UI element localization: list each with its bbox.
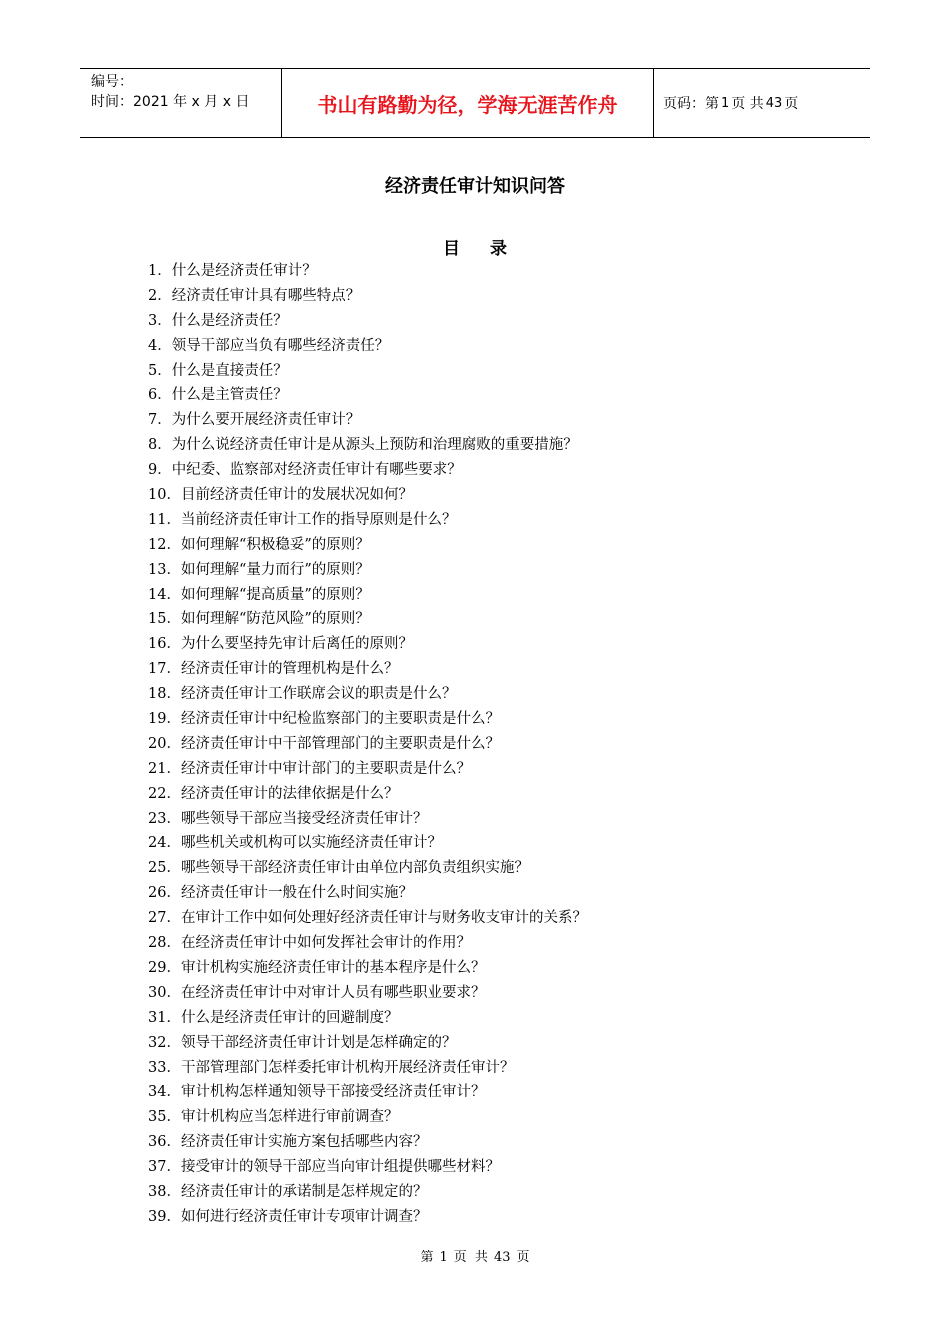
footer-page-current: 1 <box>439 1250 448 1265</box>
page-header <box>80 68 870 138</box>
toc-item[interactable]: 24．哪些机关或机构可以实施经济责任审计？ <box>148 835 442 852</box>
header-page-mid: 页 共 <box>731 96 764 112</box>
toc-item[interactable]: 16．为什么要坚持先审计后离任的原则？ <box>148 636 413 653</box>
toc-item[interactable]: 13．如何理解“量力而行”的原则？ <box>148 561 370 578</box>
toc-item[interactable]: 1．什么是经济责任审计？ <box>148 263 317 279</box>
toc-item[interactable]: 30．在经济责任审计中对审计人员有哪些职业要求？ <box>148 984 486 1001</box>
toc-item[interactable]: 17．经济责任审计的管理机构是什么？ <box>148 661 399 678</box>
header-page-info <box>654 69 870 137</box>
toc-item[interactable]: 15．如何理解“防范风险”的原则？ <box>148 611 370 628</box>
toc-item[interactable]: 8．为什么说经济责任审计是从源头上预防和治理腐败的重要措施？ <box>148 437 578 454</box>
toc-item[interactable]: 39．如何进行经济责任审计专项审计调查？ <box>148 1208 428 1225</box>
toc-item[interactable]: 4．领导干部应当负有哪些经济责任？ <box>148 337 390 354</box>
toc-item[interactable]: 7．为什么要开展经济责任审计？ <box>148 412 361 429</box>
footer-prefix: 第 <box>420 1250 434 1265</box>
footer-page-total: 43 <box>493 1250 511 1265</box>
header-motto: 书山有路勤为径，学海无涯苦作舟 <box>282 69 654 137</box>
toc-item[interactable]: 21．经济责任审计中审计部门的主要职责是什么？ <box>148 760 471 777</box>
serial-label: 编号： <box>91 74 133 90</box>
document-title: 经济责任审计知识问答 <box>385 176 565 197</box>
toc-item[interactable]: 9．中纪委、监察部对经济责任审计有哪些要求？ <box>148 462 462 479</box>
footer-suffix: 页 <box>516 1250 530 1265</box>
toc-heading: 目录 <box>443 239 537 259</box>
header-meta <box>80 69 282 137</box>
toc-item[interactable]: 3．什么是经济责任？ <box>148 312 288 329</box>
toc-item[interactable]: 11．当前经济责任审计工作的指导原则是什么？ <box>148 511 457 528</box>
toc-item[interactable]: 33．干部管理部门怎样委托审计机构开展经济责任审计？ <box>148 1059 515 1076</box>
toc-item[interactable]: 5．什么是直接责任？ <box>148 362 288 379</box>
toc-item[interactable]: 29．审计机构实施经济责任审计的基本程序是什么？ <box>148 959 486 976</box>
toc-item[interactable]: 37．接受审计的领导干部应当向审计组提供哪些材料？ <box>148 1159 500 1176</box>
toc-item[interactable]: 22．经济责任审计的法律依据是什么？ <box>148 785 399 802</box>
page-footer <box>0 1246 950 1265</box>
footer-mid: 页 共 <box>453 1250 488 1265</box>
toc-item[interactable]: 20．经济责任审计中干部管理部门的主要职责是什么？ <box>148 735 500 752</box>
toc-item[interactable]: 23．哪些领导干部应当接受经济责任审计？ <box>148 810 428 827</box>
toc-item[interactable]: 18．经济责任审计工作联席会议的职责是什么？ <box>148 686 457 703</box>
header-page-total: 43 <box>765 95 783 111</box>
toc-item[interactable]: 34．审计机构怎样通知领导干部接受经济责任审计？ <box>148 1084 486 1101</box>
toc-item[interactable]: 28．在经济责任审计中如何发挥社会审计的作用？ <box>148 935 471 952</box>
toc-item[interactable]: 38．经济责任审计的承诺制是怎样规定的？ <box>148 1183 428 1200</box>
toc-item[interactable]: 14．如何理解“提高质量”的原则？ <box>148 586 370 603</box>
toc-item[interactable]: 26．经济责任审计一般在什么时间实施？ <box>148 885 413 902</box>
toc-item[interactable]: 36．经济责任审计实施方案包括哪些内容？ <box>148 1134 428 1151</box>
toc-item[interactable]: 12．如何理解“积极稳妥”的原则？ <box>148 536 370 553</box>
header-page-current: 1 <box>721 95 730 111</box>
toc-item[interactable]: 27．在审计工作中如何处理好经济责任审计与财务收支审计的关系？ <box>148 910 587 927</box>
toc-item[interactable]: 25．哪些领导干部经济责任审计由单位内部负责组织实施？ <box>148 860 529 877</box>
toc-item[interactable]: 35．审计机构应当怎样进行审前调查？ <box>148 1109 399 1126</box>
date-label: 时间：2021 年 x 月 x 日 <box>91 94 250 110</box>
header-page-suffix: 页 <box>784 96 799 112</box>
toc-item[interactable]: 2．经济责任审计具有哪些特点？ <box>148 287 361 304</box>
toc-item[interactable]: 10．目前经济责任审计的发展状况如何？ <box>148 487 413 504</box>
header-page-prefix: 页码：第 <box>663 96 719 112</box>
toc-item[interactable]: 19．经济责任审计中纪检监察部门的主要职责是什么？ <box>148 711 500 728</box>
toc-item[interactable]: 31．什么是经济责任审计的回避制度？ <box>148 1009 399 1026</box>
table-of-contents <box>148 259 587 1230</box>
toc-item[interactable]: 32．领导干部经济责任审计计划是怎样确定的？ <box>148 1034 457 1051</box>
toc-item[interactable]: 6．什么是主管责任？ <box>148 387 288 404</box>
